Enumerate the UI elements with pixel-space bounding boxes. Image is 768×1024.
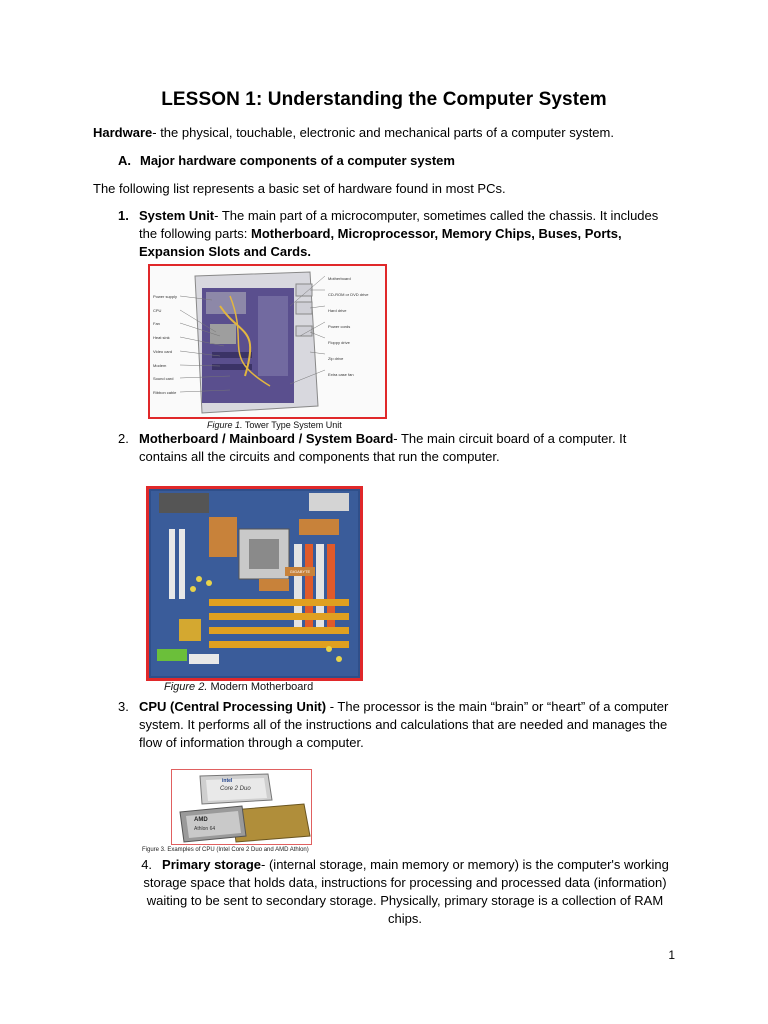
figure-1-image: [148, 264, 387, 419]
figure-2-label: Figure 2.: [164, 681, 208, 693]
hardware-term: Hardware: [93, 125, 153, 140]
item-4-text: - (internal storage, main memory or memory) is the computer's working storage space that holds data, instructions for processing and processed data (information) waiting to be sent to secondary storage. Physically, primary storage is a collection of RAM chips.: [143, 857, 669, 926]
figure-2-caption: [164, 681, 313, 693]
amd-brand-label: AMD: [194, 817, 208, 823]
intel-brand-label: intel: [222, 778, 233, 784]
page-title: LESSON 1: Understanding the Computer System: [161, 89, 607, 110]
callout-label: Video card: [153, 348, 173, 354]
list-item-primary-storage: [130, 856, 680, 928]
motherboard-illustration: [149, 489, 360, 678]
intel-chip-label: Core 2 Duo: [220, 786, 251, 792]
figure-1-right-callouts: [328, 271, 368, 383]
item-2-number: 2.: [118, 431, 129, 446]
callout-label: Sound card: [153, 376, 174, 382]
figure-2-caption-text: Modern Motherboard: [207, 681, 314, 693]
figure-1-label: Figure 1.: [207, 420, 243, 430]
item-4-term: Primary storage: [162, 857, 262, 872]
callout-label: Ribbon cable: [153, 389, 177, 395]
item-1-term: System Unit: [139, 208, 215, 223]
callout-label: Floppy drive: [328, 340, 350, 345]
section-a-heading: [118, 152, 455, 170]
figure-3-image: [171, 769, 312, 845]
item-2-text: - The main circuit board of a computer. It contains all the circuits and components that run the computer.: [139, 431, 627, 464]
list-item-cpu: [118, 698, 678, 752]
figure-1-caption: [207, 420, 342, 430]
callout-label: CPU: [153, 307, 162, 313]
amd-chip-label: Athlon 64: [194, 826, 216, 832]
callout-label: Power supply: [153, 294, 178, 299]
item-3-number: 3.: [118, 699, 129, 714]
section-a-title: Major hardware components of a computer system: [140, 153, 455, 168]
page-number: 1: [668, 948, 675, 962]
hardware-definition: [93, 124, 693, 142]
figure-3-caption: Figure 3. Examples of CPU (Intel Core 2 Duo and AMD Athlon): [142, 847, 309, 853]
item-3-term: CPU (Central Processing Unit): [139, 699, 327, 714]
callout-label: CD-ROM or DVD drive: [328, 292, 369, 297]
callout-label: Fan: [153, 321, 160, 327]
item-1-text: - The main part of a microcomputer, sometimes called the chassis. It includes the following parts:: [139, 208, 659, 241]
motherboard-brand-label: GIGABYTE: [285, 567, 315, 576]
callout-label: Power cords: [328, 324, 351, 329]
item-1-number: 1.: [118, 208, 129, 223]
cpu-chips-illustration: [172, 770, 311, 844]
item-3-text: - The processor is the main “brain” or “heart” of a computer system. It performs all of the instructions and calculations that are needed and manages the flow of information through a computer.: [139, 699, 669, 750]
list-item-system-unit: [118, 207, 678, 261]
item-2-term: Motherboard / Mainboard / System Board: [139, 431, 394, 446]
callout-label: Modem: [153, 362, 167, 368]
item-1-bold-tail: Motherboard, Microprocessor, Memory Chips, Buses, Ports, Expansion Slots and Cards.: [139, 226, 622, 259]
callout-label: Motherboard: [328, 276, 351, 281]
figure-1-left-callouts: [153, 290, 177, 400]
callout-label: Hard drive: [328, 308, 347, 313]
intro-text: The following list represents a basic set of hardware found in most PCs.: [93, 181, 506, 196]
callout-label: Zip drive: [328, 356, 344, 361]
figure-1-caption-text: Tower Type System Unit: [242, 420, 342, 430]
hardware-definition-text: - the physical, touchable, electronic and mechanical parts of a computer system.: [152, 125, 614, 140]
section-a-marker: A.: [118, 153, 131, 168]
figure-2-image: [146, 486, 363, 681]
callout-label: Extra case fan: [328, 372, 354, 377]
list-item-motherboard: [118, 430, 658, 466]
callout-label: Heat sink: [153, 335, 170, 341]
item-4-number: 4.: [141, 857, 153, 872]
